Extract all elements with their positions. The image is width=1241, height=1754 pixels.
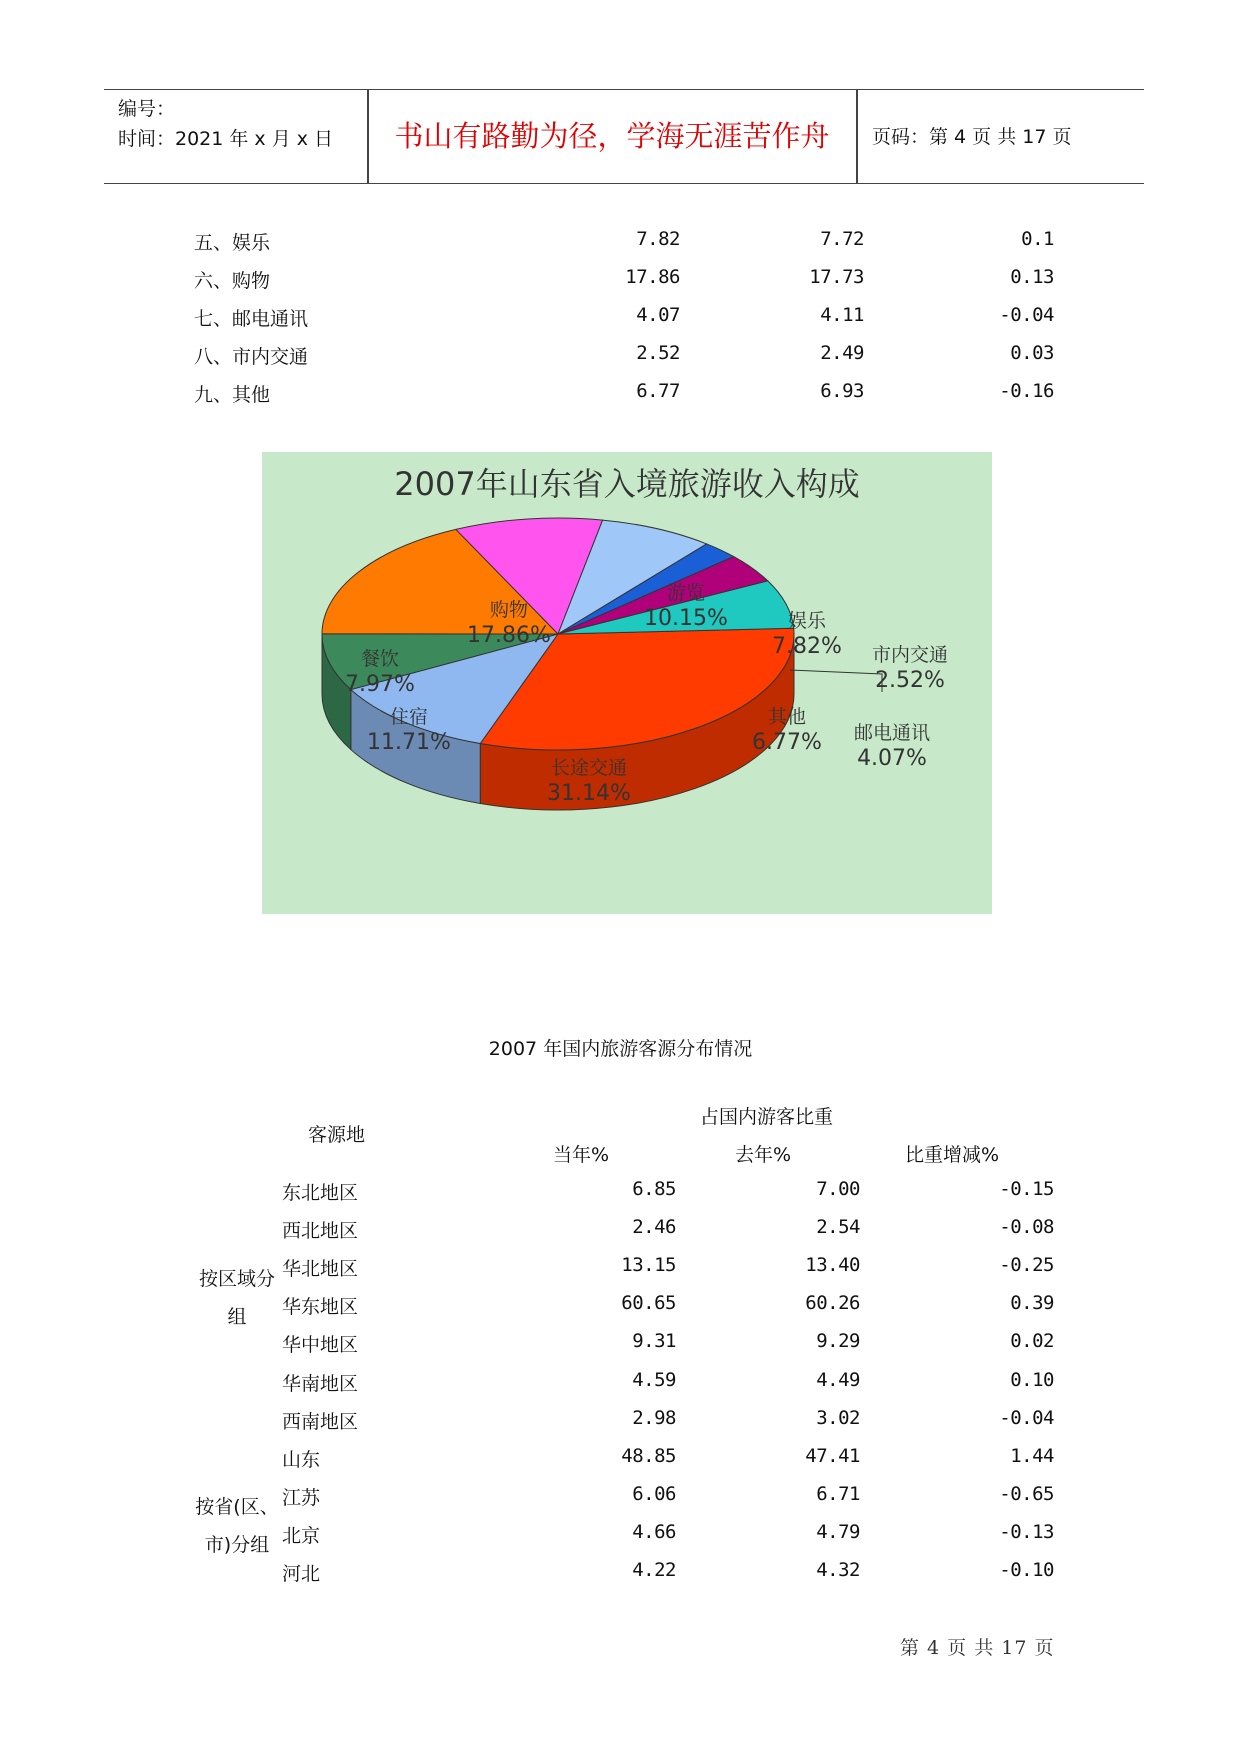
cell-change: 0.10 bbox=[1010, 1369, 1054, 1391]
header-left-cell bbox=[118, 94, 333, 154]
cell-change: -0.16 bbox=[999, 380, 1054, 402]
cell-previous: 7.72 bbox=[820, 228, 864, 250]
column-header-previous: 去年% bbox=[735, 1144, 792, 1166]
cell-previous: 4.32 bbox=[816, 1559, 860, 1581]
section-title: 2007 年国内旅游客源分布情况 bbox=[488, 1038, 753, 1060]
header-motto: 书山有路勤为径，学海无涯苦作舟 bbox=[394, 119, 830, 153]
slice-name: 其他 bbox=[767, 706, 806, 728]
cell-current: 4.07 bbox=[636, 304, 680, 326]
slice-label-shopping bbox=[467, 597, 551, 649]
cell-current: 7.82 bbox=[636, 228, 680, 250]
slice-name: 市内交通 bbox=[872, 644, 949, 666]
header-divider bbox=[856, 90, 858, 183]
row-label: 六、购物 bbox=[194, 270, 271, 292]
cell-previous: 6.71 bbox=[816, 1483, 860, 1505]
row-label: 七、邮电通讯 bbox=[194, 308, 309, 330]
cell-current: 4.59 bbox=[632, 1369, 676, 1391]
row-label: 东北地区 bbox=[282, 1182, 359, 1204]
cell-change: -0.10 bbox=[999, 1559, 1054, 1581]
cell-current: 17.86 bbox=[625, 266, 680, 288]
row-label: 北京 bbox=[282, 1525, 321, 1547]
cell-previous: 9.29 bbox=[816, 1330, 860, 1352]
cell-change: -0.65 bbox=[999, 1483, 1054, 1505]
cell-change: -0.08 bbox=[999, 1216, 1054, 1238]
slice-name: 娱乐 bbox=[787, 610, 826, 632]
slice-label-entertainment bbox=[772, 608, 842, 660]
row-label: 西南地区 bbox=[282, 1411, 359, 1433]
cell-previous: 13.40 bbox=[805, 1254, 860, 1276]
slice-value: 11.71% bbox=[367, 730, 451, 755]
cell-current: 2.52 bbox=[636, 342, 680, 364]
cell-change: 1.44 bbox=[1010, 1445, 1054, 1467]
slice-label-catering bbox=[345, 646, 415, 698]
cell-current: 4.22 bbox=[632, 1559, 676, 1581]
cell-current: 2.98 bbox=[632, 1407, 676, 1429]
slice-value: 2.52% bbox=[875, 668, 945, 693]
slice-value: 6.77% bbox=[752, 730, 822, 755]
slice-label-other bbox=[752, 704, 822, 756]
row-label: 山东 bbox=[282, 1449, 321, 1471]
cell-previous: 47.41 bbox=[805, 1445, 860, 1467]
slice-name: 餐饮 bbox=[360, 648, 399, 670]
slice-label-telecom bbox=[854, 720, 930, 772]
row-label: 五、娱乐 bbox=[194, 232, 271, 254]
group-label-province: 按省(区、市)分组 bbox=[195, 1496, 279, 1556]
row-label: 华中地区 bbox=[282, 1334, 359, 1356]
cell-change: -0.04 bbox=[999, 304, 1054, 326]
row-label: 华北地区 bbox=[282, 1258, 359, 1280]
cell-previous: 17.73 bbox=[809, 266, 864, 288]
cell-previous: 6.93 bbox=[820, 380, 864, 402]
cell-previous: 2.49 bbox=[820, 342, 864, 364]
slice-value: 31.14% bbox=[547, 781, 631, 806]
cell-previous: 4.49 bbox=[816, 1369, 860, 1391]
number-label: 编号： bbox=[118, 98, 176, 120]
slice-name: 购物 bbox=[489, 599, 528, 621]
cell-current: 9.31 bbox=[632, 1330, 676, 1352]
slice-name: 长途交通 bbox=[550, 757, 627, 779]
cell-current: 4.66 bbox=[632, 1521, 676, 1543]
group-label-region: 按区域分组 bbox=[198, 1268, 275, 1328]
cell-current: 60.65 bbox=[621, 1292, 676, 1314]
cell-current: 6.77 bbox=[636, 380, 680, 402]
header-page-label: 页码：第 4 页 共 17 页 bbox=[872, 126, 1072, 148]
cell-change: 0.39 bbox=[1010, 1292, 1054, 1314]
slice-value: 17.86% bbox=[467, 623, 551, 648]
cell-change: -0.25 bbox=[999, 1254, 1054, 1276]
cell-change: 0.1 bbox=[1021, 228, 1054, 250]
cell-change: -0.13 bbox=[999, 1521, 1054, 1543]
slice-label-long-transport bbox=[547, 755, 631, 807]
slice-value: 4.07% bbox=[857, 746, 927, 771]
cell-previous: 7.00 bbox=[816, 1178, 860, 1200]
slice-value: 7.82% bbox=[772, 634, 842, 659]
chart-title: 2007年山东省入境旅游收入构成 bbox=[394, 465, 860, 503]
slice-label-local-transport bbox=[872, 642, 948, 694]
row-label: 河北 bbox=[282, 1563, 321, 1585]
cell-previous: 3.02 bbox=[816, 1407, 860, 1429]
row-label: 八、市内交通 bbox=[194, 346, 309, 368]
cell-change: 0.03 bbox=[1010, 342, 1054, 364]
cell-current: 13.15 bbox=[621, 1254, 676, 1276]
slice-value: 7.97% bbox=[345, 672, 415, 697]
leader-line bbox=[790, 670, 882, 692]
slice-name: 游览 bbox=[666, 582, 705, 604]
column-header-source: 客源地 bbox=[308, 1124, 366, 1146]
slice-label-lodging bbox=[367, 704, 451, 756]
cell-previous: 60.26 bbox=[805, 1292, 860, 1314]
column-header-group: 占国内游客比重 bbox=[700, 1106, 834, 1128]
cell-previous: 2.54 bbox=[816, 1216, 860, 1238]
row-label: 江苏 bbox=[282, 1487, 321, 1509]
cell-change: 0.02 bbox=[1010, 1330, 1054, 1352]
column-header-current: 当年% bbox=[553, 1144, 610, 1166]
cell-current: 48.85 bbox=[621, 1445, 676, 1467]
cell-previous: 4.79 bbox=[816, 1521, 860, 1543]
row-label: 华南地区 bbox=[282, 1373, 359, 1395]
row-label: 西北地区 bbox=[282, 1220, 359, 1242]
cell-current: 6.85 bbox=[632, 1178, 676, 1200]
column-header-change: 比重增减% bbox=[905, 1144, 1000, 1166]
row-label: 华东地区 bbox=[282, 1296, 359, 1318]
slice-name: 邮电通讯 bbox=[854, 722, 931, 744]
document-header bbox=[104, 89, 1144, 184]
cell-change: -0.15 bbox=[999, 1178, 1054, 1200]
cell-current: 2.46 bbox=[632, 1216, 676, 1238]
time-label: 时间：2021 年 x 月 x 日 bbox=[118, 128, 334, 150]
cell-previous: 4.11 bbox=[820, 304, 864, 326]
slice-label-sightseeing bbox=[644, 580, 728, 632]
row-label: 九、其他 bbox=[194, 384, 271, 406]
page-footer: 第 4 页 共 17 页 bbox=[900, 1637, 1055, 1659]
cell-current: 6.06 bbox=[632, 1483, 676, 1505]
cell-change: 0.13 bbox=[1010, 266, 1054, 288]
pie-chart bbox=[262, 452, 992, 914]
slice-value: 10.15% bbox=[644, 606, 728, 631]
cell-change: -0.04 bbox=[999, 1407, 1054, 1429]
slice-name: 住宿 bbox=[389, 706, 428, 728]
